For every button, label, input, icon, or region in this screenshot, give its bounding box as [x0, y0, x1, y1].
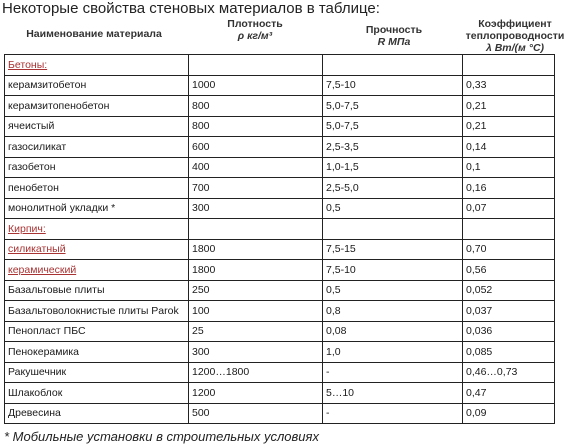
cell-coefficient-text: 0,037	[466, 304, 493, 317]
cell-density-text: 800	[192, 99, 210, 112]
material-link[interactable]: керамический	[8, 263, 77, 276]
cell-density-text: 800	[192, 120, 210, 133]
cell-coefficient	[463, 157, 555, 178]
materials-table-body	[5, 55, 555, 424]
cell-density	[189, 362, 323, 383]
cell-coefficient-text: 0,47	[466, 386, 487, 399]
cell-name-text: Базальтовые плиты	[8, 284, 105, 297]
cell-coefficient-text: 0,21	[466, 99, 487, 112]
header-density	[190, 18, 320, 54]
cell-strength	[323, 198, 463, 219]
cell-strength-text: 0,8	[326, 304, 341, 317]
cell-density-text: 25	[192, 325, 204, 338]
table-row	[5, 362, 555, 383]
cell-strength	[323, 342, 463, 363]
cell-coefficient	[463, 178, 555, 199]
cell-name-text: монолитной укладки *	[8, 202, 116, 215]
cell-coefficient	[463, 321, 555, 342]
cell-coefficient	[463, 403, 555, 424]
cell-coefficient-text: 0,085	[466, 345, 493, 358]
cell-coefficient-text: 0,70	[466, 243, 487, 256]
table-row	[5, 198, 555, 219]
cell-name	[5, 239, 189, 260]
cell-density-text: 600	[192, 140, 210, 153]
cell-strength	[323, 403, 463, 424]
cell-density-text: 300	[192, 202, 210, 215]
cell-density-text: 250	[192, 284, 210, 297]
cell-density	[189, 75, 323, 96]
cell-strength	[323, 362, 463, 383]
materials-table	[4, 54, 555, 424]
cell-strength-text: 0,08	[326, 325, 347, 338]
cell-strength	[323, 301, 463, 322]
cell-strength-text: 1,0	[326, 345, 341, 358]
table-row	[5, 55, 555, 76]
cell-strength-text: 7,5-10	[326, 263, 356, 276]
header-density-unit: ρ кг/м³	[237, 30, 273, 42]
header-coef-label-1: Коэффициент	[478, 18, 552, 30]
material-link[interactable]: силикатный	[8, 243, 66, 256]
cell-name-text: Пенопласт ПБС	[8, 325, 86, 338]
cell-density	[189, 403, 323, 424]
cell-density	[189, 219, 323, 240]
cell-name	[5, 403, 189, 424]
cell-name	[5, 137, 189, 158]
cell-strength	[323, 280, 463, 301]
cell-density-text: 100	[192, 304, 210, 317]
cell-name-text: Пенокерамика	[8, 345, 80, 358]
cell-density	[189, 116, 323, 137]
cell-name	[5, 198, 189, 219]
cell-strength	[323, 383, 463, 404]
header-coefficient	[464, 18, 566, 54]
cell-density	[189, 239, 323, 260]
cell-coefficient-text: 0,21	[466, 120, 487, 133]
footnote: * Мобильные установки в строительных условиях	[4, 429, 319, 444]
cell-coefficient-text: 0,56	[466, 263, 487, 276]
cell-coefficient-text: 0,052	[466, 284, 493, 297]
cell-strength-text: -	[326, 366, 330, 379]
table-row	[5, 321, 555, 342]
cell-name-text: ячеистый	[8, 120, 55, 133]
cell-strength-text: 2,5-3,5	[326, 140, 359, 153]
cell-density-text: 1800	[192, 243, 216, 256]
cell-strength-text: 7,5-10	[326, 79, 356, 92]
page-title: Некоторые свойства стеновых материалов в таблице:	[2, 0, 380, 17]
cell-name-text: керамзитопенобетон	[8, 99, 110, 112]
cell-strength	[323, 116, 463, 137]
cell-coefficient	[463, 301, 555, 322]
cell-name-text: газосиликат	[8, 140, 67, 153]
cell-density	[189, 383, 323, 404]
cell-name	[5, 116, 189, 137]
cell-name-text: газобетон	[8, 161, 56, 174]
header-coef-unit: λ Вт/(м °С)	[485, 42, 545, 54]
cell-density-text: 700	[192, 181, 210, 194]
cell-coefficient-text: 0,1	[466, 161, 481, 174]
cell-coefficient	[463, 198, 555, 219]
cell-name	[5, 157, 189, 178]
cell-name	[5, 383, 189, 404]
cell-strength	[323, 75, 463, 96]
table-row	[5, 301, 555, 322]
table-row	[5, 137, 555, 158]
cell-density	[189, 157, 323, 178]
cell-name	[5, 55, 189, 76]
cell-density	[189, 178, 323, 199]
cell-density	[189, 137, 323, 158]
cell-coefficient	[463, 75, 555, 96]
cell-density-text: 1200…1800	[192, 366, 250, 379]
cell-density	[189, 55, 323, 76]
cell-coefficient-text: 0,46…0,73	[466, 366, 518, 379]
cell-name	[5, 96, 189, 117]
header-density-label: Плотность	[227, 18, 283, 30]
cell-name	[5, 178, 189, 199]
table-row	[5, 280, 555, 301]
cell-strength	[323, 96, 463, 117]
table-row	[5, 157, 555, 178]
cell-density	[189, 321, 323, 342]
cell-name	[5, 342, 189, 363]
cell-coefficient-text: 0,14	[466, 140, 487, 153]
cell-coefficient	[463, 219, 555, 240]
cell-density-text: 400	[192, 161, 210, 174]
cell-strength-text: 0,5	[326, 284, 341, 297]
cell-strength-text: 0,5	[326, 202, 341, 215]
table-row	[5, 75, 555, 96]
cell-density	[189, 342, 323, 363]
cell-density-text: 1800	[192, 263, 216, 276]
table-row	[5, 239, 555, 260]
cell-strength-text: 5,0-7,5	[326, 99, 359, 112]
cell-density-text: 500	[192, 407, 210, 420]
table-row	[5, 96, 555, 117]
cell-name	[5, 219, 189, 240]
cell-name	[5, 280, 189, 301]
cell-coefficient	[463, 383, 555, 404]
cell-name	[5, 301, 189, 322]
cell-coefficient	[463, 260, 555, 281]
cell-strength	[323, 137, 463, 158]
cell-density	[189, 280, 323, 301]
cell-strength-text: 5,0-7,5	[326, 120, 359, 133]
cell-coefficient-text: 0,09	[466, 407, 487, 420]
cell-name-text: Шлакоблок	[8, 386, 63, 399]
cell-coefficient-text: 0,07	[466, 202, 487, 215]
cell-name	[5, 260, 189, 281]
cell-name-text: Древесина	[8, 407, 61, 420]
cell-name-text: Ракушечник	[8, 366, 67, 379]
cell-strength-text: 2,5-5,0	[326, 181, 359, 194]
header-strength-label: Прочность	[365, 24, 423, 36]
cell-strength	[323, 260, 463, 281]
cell-name	[5, 321, 189, 342]
material-link[interactable]: Бетоны:	[8, 58, 48, 71]
cell-density-text: 1000	[192, 79, 216, 92]
cell-strength	[323, 239, 463, 260]
table-row	[5, 219, 555, 240]
cell-density	[189, 198, 323, 219]
cell-density	[189, 301, 323, 322]
cell-density	[189, 260, 323, 281]
cell-name-text: пенобетон	[8, 181, 59, 194]
cell-name-text: керамзитобетон	[8, 79, 87, 92]
header-name-label: Наименование материала	[26, 28, 162, 40]
cell-coefficient	[463, 116, 555, 137]
cell-name	[5, 75, 189, 96]
cell-coefficient	[463, 239, 555, 260]
cell-strength	[323, 178, 463, 199]
cell-coefficient	[463, 342, 555, 363]
cell-strength	[323, 219, 463, 240]
header-coef-label-2: теплопроводности	[465, 30, 565, 42]
cell-strength-text: 5…10	[326, 386, 355, 399]
cell-strength-text: 1,0-1,5	[326, 161, 359, 174]
cell-coefficient	[463, 137, 555, 158]
cell-coefficient-text: 0,16	[466, 181, 487, 194]
cell-coefficient	[463, 280, 555, 301]
material-link[interactable]: Кирпич:	[8, 222, 46, 235]
header-strength-unit: R МПа	[377, 36, 411, 48]
cell-density	[189, 96, 323, 117]
cell-coefficient	[463, 55, 555, 76]
table-row	[5, 383, 555, 404]
cell-coefficient	[463, 362, 555, 383]
cell-coefficient-text: 0,036	[466, 325, 493, 338]
cell-coefficient-text: 0,33	[466, 79, 487, 92]
cell-name-text: Базальтоволокнистые плиты Parok	[8, 304, 179, 317]
cell-strength	[323, 157, 463, 178]
table-row	[5, 178, 555, 199]
cell-coefficient	[463, 96, 555, 117]
cell-strength-text: 7,5-15	[326, 243, 356, 256]
cell-strength	[323, 55, 463, 76]
cell-name	[5, 362, 189, 383]
cell-density-text: 300	[192, 345, 210, 358]
cell-density-text: 1200	[192, 386, 216, 399]
table-row	[5, 403, 555, 424]
table-row	[5, 116, 555, 137]
table-row	[5, 342, 555, 363]
cell-strength	[323, 321, 463, 342]
table-row	[5, 260, 555, 281]
cell-strength-text: -	[326, 407, 330, 420]
